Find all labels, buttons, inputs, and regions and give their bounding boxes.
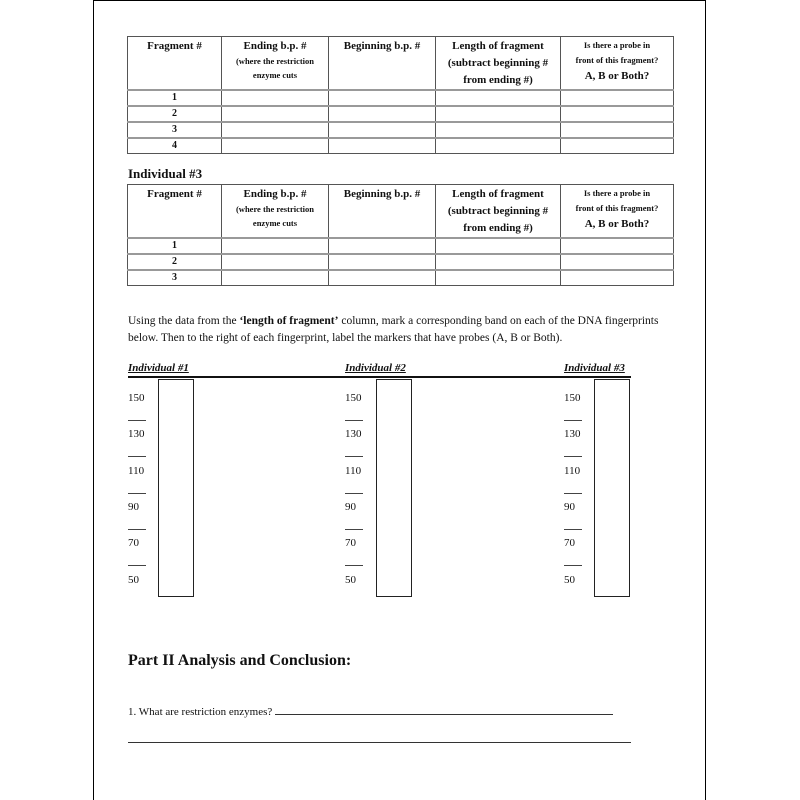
ladder-tick-label: 90 (128, 500, 139, 513)
table-row (128, 238, 674, 254)
fragment-number: 3 (128, 122, 222, 138)
ending-cell[interactable] (222, 254, 329, 270)
ending-cell[interactable] (222, 138, 329, 154)
header-length-line2: (subtract beginning # (447, 57, 549, 69)
ladder-tick-label: 70 (345, 537, 356, 550)
ladder-tick-mark (345, 456, 363, 457)
ladder-tick-mark (128, 529, 146, 530)
ending-cell[interactable] (222, 270, 329, 286)
probe-cell[interactable] (561, 254, 674, 270)
header-probe-line2: front of this fragment? (575, 55, 659, 65)
ladder-tick-mark (345, 565, 363, 566)
ladder-tick-mark (345, 529, 363, 530)
ladder-tick-mark (564, 565, 582, 566)
beginning-cell[interactable] (329, 254, 436, 270)
header-probe-line2: front of this fragment? (575, 203, 659, 213)
header-probe (561, 185, 674, 239)
ladder-tick-label: 50 (564, 573, 575, 586)
gel-label-individual-1: Individual #1 (128, 362, 189, 374)
gel-label-individual-3: Individual #3 (564, 362, 625, 374)
table-row (128, 254, 674, 270)
ladder-tick-mark (564, 456, 582, 457)
beginning-cell[interactable] (329, 270, 436, 286)
header-ending (222, 37, 329, 91)
ladder-tick-label: 150 (128, 392, 145, 404)
table-row (128, 122, 674, 138)
fragment-table-individual-3 (127, 184, 674, 286)
length-cell[interactable] (436, 254, 561, 270)
ending-cell[interactable] (222, 122, 329, 138)
header-ending-title: Ending b.p. # (243, 40, 307, 52)
ladder-tick-mark (564, 529, 582, 530)
gel-label-individual-2: Individual #2 (345, 362, 406, 374)
ladder-tick-label: 90 (345, 500, 356, 513)
answer-blank-1[interactable] (275, 704, 613, 715)
ladder-tick-label: 130 (345, 428, 362, 441)
header-fragment: Fragment # (128, 185, 222, 239)
header-probe-line1: Is there a probe in (583, 40, 651, 50)
header-ending-sub: (where the restriction enzyme cuts (235, 204, 315, 228)
gel-lane-individual-3[interactable] (594, 379, 630, 597)
ladder-tick-mark (345, 420, 363, 421)
instructions-suffix: column, mark a corresponding band on each of the DNA fingerprints below. Then to the right of each fingerprint, label the markers that have probes (A, B or Both). (128, 315, 659, 344)
ending-cell[interactable] (222, 238, 329, 254)
ladder-tick-label: 130 (564, 428, 581, 441)
ladder-tick-mark (128, 565, 146, 566)
header-beginning: Beginning b.p. # (329, 185, 436, 239)
table-row (128, 270, 674, 286)
fragment-number: 3 (128, 270, 222, 286)
part2-heading: Part II Analysis and Conclusion: (128, 652, 352, 669)
probe-cell[interactable] (561, 122, 674, 138)
gel-header-rule (128, 362, 631, 378)
fragment-number: 2 (128, 254, 222, 270)
beginning-cell[interactable] (329, 90, 436, 106)
question-1-text: 1. What are restriction enzymes? (128, 706, 273, 718)
ladder-tick-label: 110 (345, 464, 362, 477)
ladder-tick-label: 90 (564, 500, 575, 513)
ladder-tick-label: 110 (564, 464, 581, 477)
fragment-number: 1 (128, 90, 222, 106)
beginning-cell[interactable] (329, 138, 436, 154)
header-length-line2: (subtract beginning # (447, 205, 549, 217)
fragment-number: 2 (128, 106, 222, 122)
header-fragment: Fragment # (128, 37, 222, 91)
header-ending-sub: (where the restriction enzyme cuts (235, 56, 315, 80)
ladder-tick-label: 70 (564, 537, 575, 550)
header-probe (561, 37, 674, 91)
probe-cell[interactable] (561, 270, 674, 286)
header-length (436, 37, 561, 91)
instructions-prefix: Using the data from the (128, 315, 240, 327)
fragment-number: 4 (128, 138, 222, 154)
ladder-tick-label: 50 (345, 573, 356, 586)
header-probe-line3: A, B or Both? (584, 70, 650, 82)
table-row (128, 90, 674, 106)
length-cell[interactable] (436, 122, 561, 138)
fragment-number: 1 (128, 238, 222, 254)
probe-cell[interactable] (561, 90, 674, 106)
header-ending-title: Ending b.p. # (243, 188, 307, 200)
ladder-tick-mark (564, 493, 582, 494)
fragment-table-1 (127, 36, 674, 154)
beginning-cell[interactable] (329, 106, 436, 122)
table-row (128, 138, 674, 154)
probe-cell[interactable] (561, 138, 674, 154)
header-ending (222, 185, 329, 239)
header-beginning: Beginning b.p. # (329, 37, 436, 91)
ladder-tick-label: 130 (128, 428, 145, 441)
probe-cell[interactable] (561, 106, 674, 122)
ladder-tick-label: 50 (128, 573, 139, 586)
gel-lane-individual-2[interactable] (376, 379, 412, 597)
answer-line-2[interactable] (128, 742, 631, 743)
table-row (128, 106, 674, 122)
ladder-tick-label: 70 (128, 537, 139, 550)
probe-cell[interactable] (561, 238, 674, 254)
header-length (436, 185, 561, 239)
ladder-tick-label: 150 (345, 392, 362, 404)
header-length-line3: from ending #) (463, 222, 533, 234)
ladder-tick-mark (128, 493, 146, 494)
ladder-tick-label: 150 (564, 392, 581, 404)
beginning-cell[interactable] (329, 238, 436, 254)
header-length-line3: from ending #) (463, 74, 533, 86)
header-length-line1: Length of fragment (452, 188, 544, 200)
header-length-line1: Length of fragment (452, 40, 544, 52)
beginning-cell[interactable] (329, 122, 436, 138)
ladder-tick-mark (564, 420, 582, 421)
ending-cell[interactable] (222, 90, 329, 106)
header-probe-line3: A, B or Both? (584, 218, 650, 230)
ending-cell[interactable] (222, 106, 329, 122)
length-cell[interactable] (436, 138, 561, 154)
individual-3-title: Individual #3 (128, 166, 203, 181)
length-cell[interactable] (436, 238, 561, 254)
ladder-tick-mark (128, 420, 146, 421)
instructions-text (128, 313, 668, 347)
length-cell[interactable] (436, 90, 561, 106)
header-probe-line1: Is there a probe in (583, 188, 651, 198)
length-cell[interactable] (436, 270, 561, 286)
ladder-tick-mark (345, 493, 363, 494)
instructions-bold: ‘length of fragment’ (239, 315, 339, 327)
ladder-tick-label: 110 (128, 464, 145, 477)
gel-lane-individual-1[interactable] (158, 379, 194, 597)
question-1 (128, 704, 613, 718)
length-cell[interactable] (436, 106, 561, 122)
ladder-tick-mark (128, 456, 146, 457)
